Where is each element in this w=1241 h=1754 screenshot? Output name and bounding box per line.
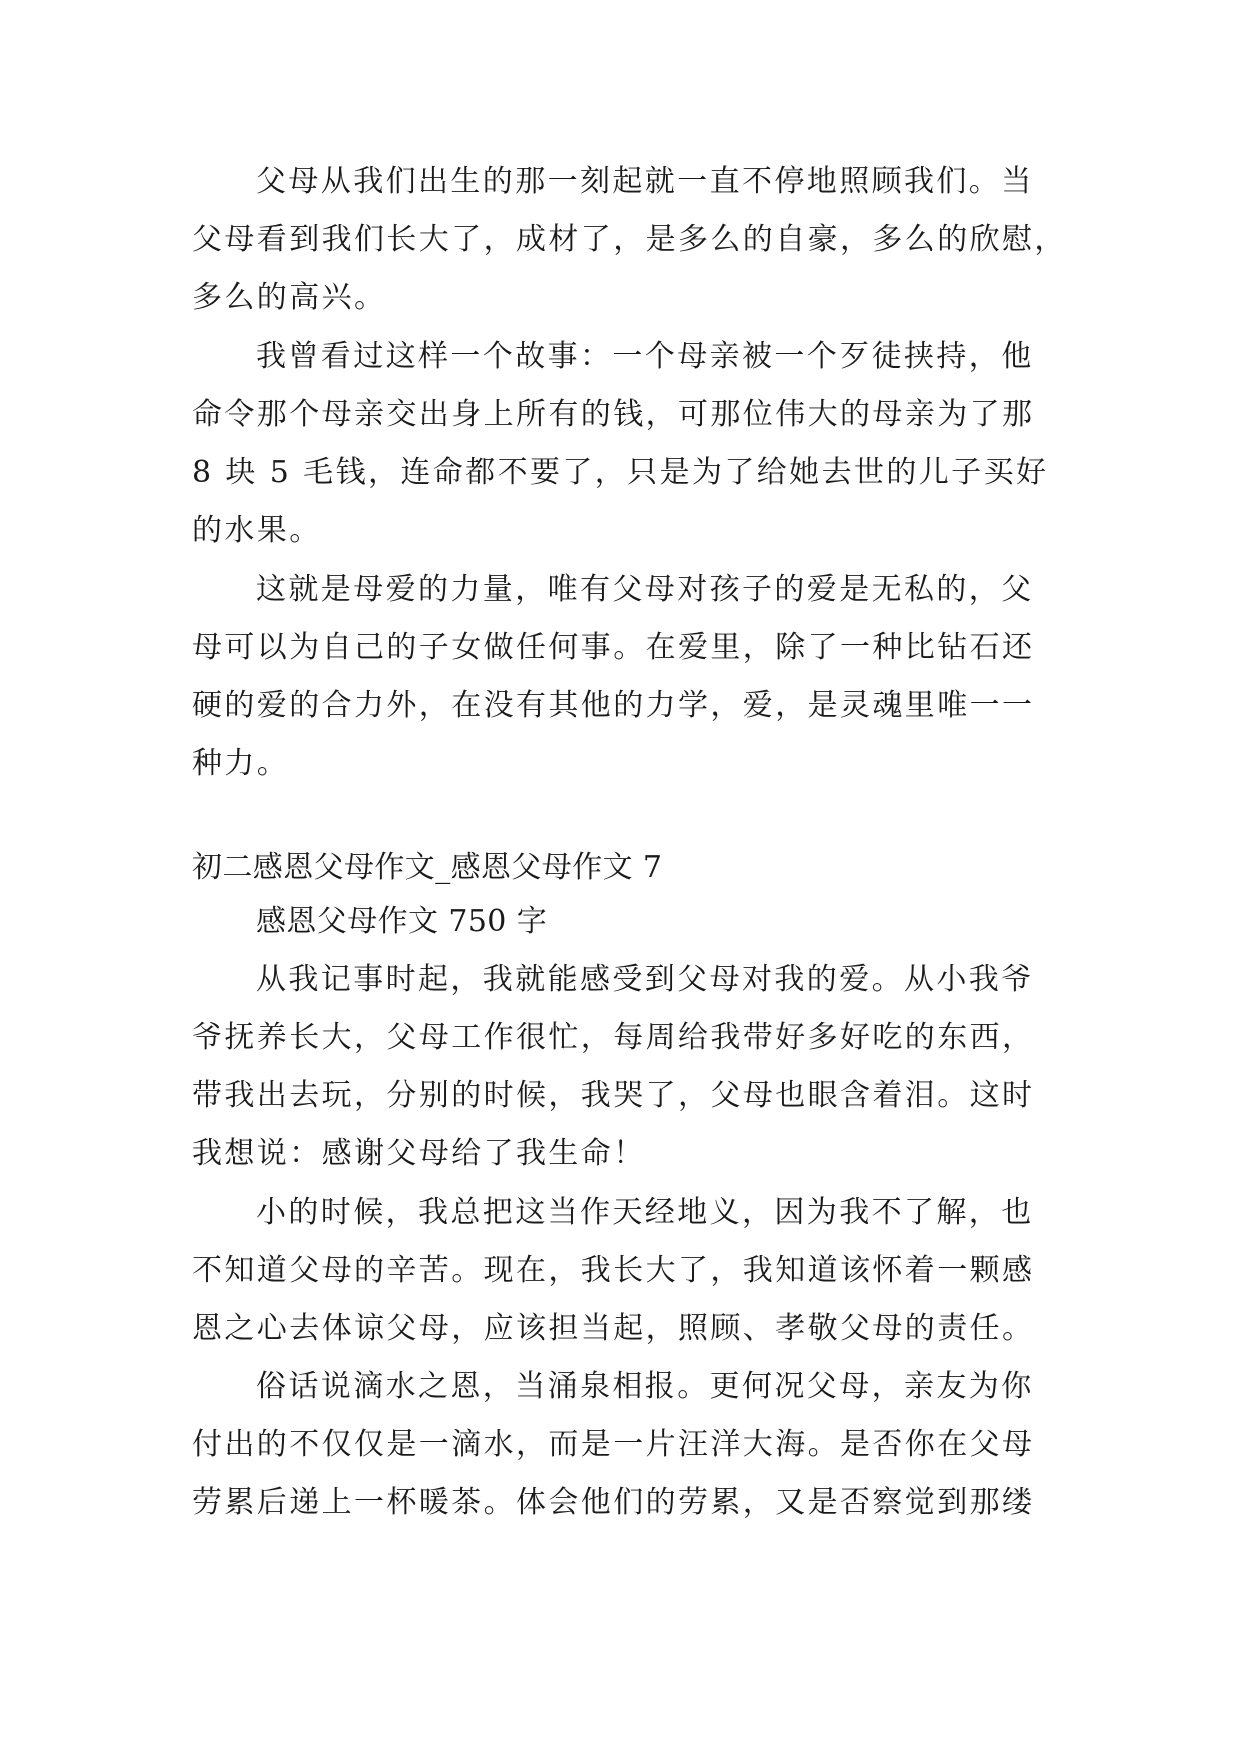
paragraph-line: 爷抚养长大，父母工作很忙，每周给我带好多好吃的东西， (192, 1020, 1035, 1055)
paragraph-line: 8 块 5 毛钱，连命都不要了，只是为了给她去世的儿子买好 (192, 455, 1049, 490)
paragraph-line: 我曾看过这样一个故事：一个母亲被一个歹徒挟持，他 (256, 339, 1034, 374)
paragraph-line: 的水果。 (192, 513, 322, 548)
paragraph-line: 劳累后递上一杯暖茶。体会他们的劳累，又是否察觉到那缕 (192, 1485, 1035, 1520)
paragraph-line: 我想说：感谢父母给了我生命！ (192, 1136, 646, 1171)
paragraph-line: 不知道父母的辛苦。现在，我长大了，我知道该怀着一颗感 (192, 1253, 1035, 1288)
paragraph-line: 种力。 (192, 746, 290, 781)
paragraph-line: 父母看到我们长大了，成材了，是多么的自豪，多么的欣慰， (192, 222, 1067, 257)
paragraph-line: 恩之心去体谅父母，应该担当起，照顾、孝敬父母的责任。 (192, 1311, 1035, 1346)
section-title: 初二感恩父母作文_感恩父母作文 7 (192, 850, 663, 885)
paragraph-line: 小的时候，我总把这当作天经地义，因为我不了解，也 (256, 1195, 1034, 1230)
paragraph-line: 父母从我们出生的那一刻起就一直不停地照顾我们。当 (256, 164, 1034, 199)
section-subtitle: 感恩父母作文 750 字 (256, 904, 548, 939)
paragraph-line: 母可以为自己的子女做任何事。在爱里，除了一种比钻石还 (192, 630, 1035, 665)
paragraph-line: 这就是母爱的力量，唯有父母对孩子的爱是无私的，父 (256, 572, 1034, 607)
paragraph-line: 硬的爱的合力外，在没有其他的力学，爱，是灵魂里唯一一 (192, 688, 1035, 723)
paragraph-line: 从我记事时起，我就能感受到父母对我的爱。从小我爷 (256, 962, 1034, 997)
paragraph-line: 命令那个母亲交出身上所有的钱，可那位伟大的母亲为了那 (192, 397, 1035, 432)
paragraph-line: 付出的不仅仅是一滴水，而是一片汪洋大海。是否你在父母 (192, 1427, 1035, 1462)
paragraph-line: 带我出去玩，分别的时候，我哭了，父母也眼含着泪。这时 (192, 1078, 1035, 1113)
paragraph-line: 多么的高兴。 (192, 280, 387, 315)
paragraph-line: 俗话说滴水之恩，当涌泉相报。更何况父母，亲友为你 (256, 1369, 1034, 1404)
